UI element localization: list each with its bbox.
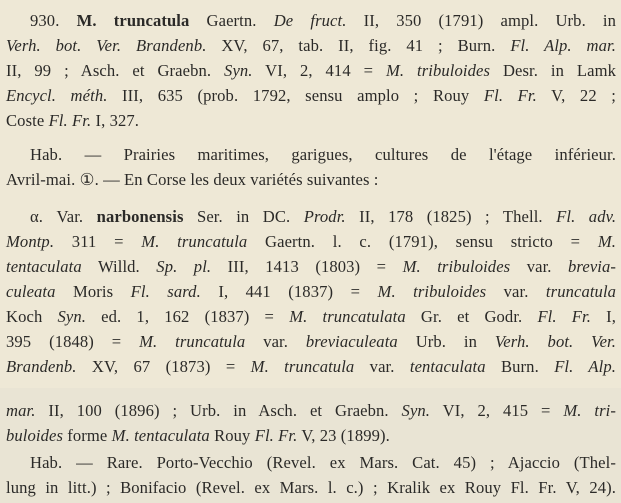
variety-line-6: 395 (1848) = M. truncatula var. breviaculeata Urb. in Verh. bot. Ver.	[6, 332, 616, 351]
habitat-line-1: Hab. — Prairies maritimes, garigues, cultures de l'étage inférieur.	[30, 145, 616, 164]
entry-line-2: Verh. bot. Ver. Brandenb. XV, 67, tab. II, fig. 41 ; Burn. Fl. Alp. mar.	[6, 36, 616, 55]
variety-line-1: α. Var. narbonensis Ser. in DC. Prodr. II, 178 (1825) ; Thell. Fl. adv.	[30, 207, 617, 226]
entry-line-4: Encycl. méth. III, 635 (prob. 1792, sensu amplo ; Rouy Fl. Fr. V, 22 ;	[6, 86, 617, 105]
variety-line-4: culeata Moris Fl. sard. I, 441 (1837) = M. tribuloides var. truncatula	[6, 282, 617, 301]
habitat-line-2: Avril-mai. ①. — En Corse les deux variétés suivantes :	[6, 170, 379, 189]
habitat2-line-1: Hab. — Rare. Porto-Vecchio (Revel. ex Mars. Cat. 45) ; Ajaccio (Thel-	[30, 453, 616, 472]
variety-line-7: Brandenb. XV, 67 (1873) = M. truncatula var. tentaculata Burn. Fl. Alp.	[6, 357, 617, 376]
entry-line-5: Coste Fl. Fr. I, 327.	[6, 111, 140, 130]
species-name: M. truncatula	[76, 11, 190, 30]
habitat2-line-2: lung in litt.) ; Bonifacio (Revel. ex Mars. l. c.) ; Kralik ex Rouy Fl. Fr. V, 24).	[6, 478, 616, 497]
variety-line-9: buloides forme M. tentaculata Rouy Fl. Fr. V, 23 (1899).	[6, 426, 390, 445]
variety-line-2: Montp. 311 = M. truncatula Gaertn. l. c. (1791), sensu stricto = M.	[6, 232, 616, 251]
variety-name: narbonensis	[96, 207, 184, 226]
variety-line-3: tentaculata Willd. Sp. pl. III, 1413 (1803) = M. tribuloides var. brevia-	[6, 257, 617, 276]
variety-line-8: mar. II, 100 (1896) ; Urb. in Asch. et Graebn. Syn. VI, 2, 415 = M. tri-	[6, 401, 617, 420]
entry-line-3: II, 99 ; Asch. et Graebn. Syn. VI, 2, 414 = M. tribuloides Desr. in Lamk	[6, 61, 616, 80]
entry-line-1: 930. M. truncatula Gaertn. De fruct. II, 350 (1791) ampl. Urb. in	[30, 11, 617, 30]
variety-line-5: Koch Syn. ed. 1, 162 (1837) = M. truncatulata Gr. et Godr. Fl. Fr. I,	[6, 307, 617, 326]
